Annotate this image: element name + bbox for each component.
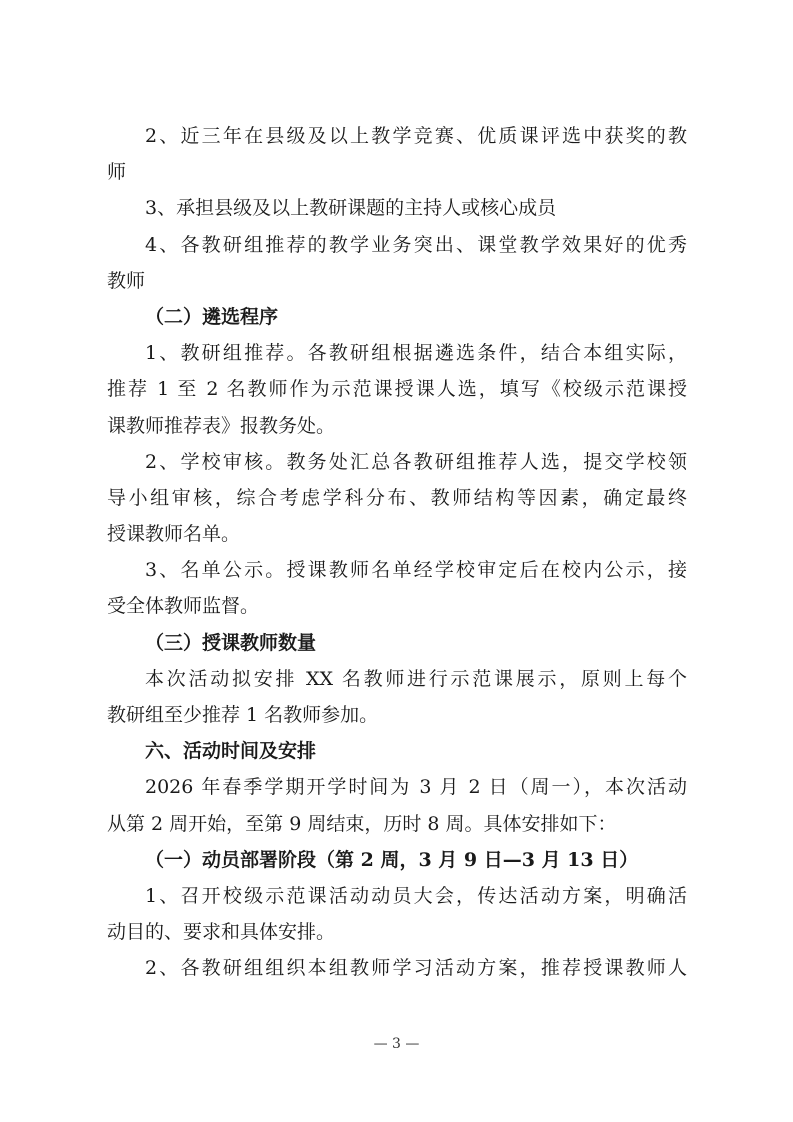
page-number: — 3 —	[373, 1036, 420, 1052]
paragraph-line: 1、教研组推荐。各教研组根据遴选条件，结合本组实际，	[145, 342, 687, 365]
paragraph-line: 3、承担县级及以上教研课题的主持人或核心成员	[145, 197, 557, 220]
paragraph-line: 3、名单公示。授课教师名单经学校审定后在校内公示，接	[145, 559, 687, 582]
paragraph-line: 2026 年春季学期开学时间为 3 月 2 日（周一），本次活动	[145, 776, 687, 799]
paragraph-line: 教研组至少推荐 1 名教师参加。	[107, 704, 379, 726]
paragraph-line: 2、近三年在县级及以上教学竞赛、优质课评选中获奖的教	[145, 125, 687, 147]
paragraph-line: 教师	[107, 269, 146, 292]
paragraph-line: 本次活动拟安排 XX 名教师进行示范课展示，原则上每个	[145, 667, 687, 690]
paragraph-line: 师	[107, 161, 127, 184]
paragraph-line: 课教师推荐表》报教务处。	[107, 414, 336, 437]
paragraph-line: 2、学校审核。教务处汇总各教研组推荐人选，提交学校领	[145, 450, 687, 473]
paragraph-line: 动目的、要求和具体安排。	[107, 921, 336, 944]
section-heading: （二）遴选程序	[145, 305, 279, 328]
paragraph-line: 导小组审核，综合考虑学科分布、教师结构等因素，确定最终	[107, 486, 687, 509]
paragraph-line: 授课教师名单。	[107, 523, 241, 546]
paragraph-line: 从第 2 周开始，至第 9 周结束，历时 8 周。具体安排如下：	[107, 812, 617, 835]
section-heading: （三）授课教师数量	[145, 631, 317, 654]
paragraph-line: 受全体教师监督。	[107, 595, 260, 618]
paragraph-line: 2、各教研组组织本组教师学习活动方案，推荐授课教师人	[145, 957, 687, 980]
paragraph-line: 推荐 1 至 2 名教师作为示范课授课人选，填写《校级示范课授	[107, 378, 687, 401]
paragraph-line: 1、召开校级示范课活动动员大会，传达活动方案，明确活	[145, 884, 687, 907]
document-body	[107, 118, 687, 987]
section-heading: （一）动员部署阶段（第 2 周，3 月 9 日—3 月 13 日）	[145, 848, 639, 871]
chapter-heading: 六、活动时间及安排	[145, 740, 317, 763]
paragraph-line: 4、各教研组推荐的教学业务突出、课堂教学效果好的优秀	[145, 233, 687, 256]
